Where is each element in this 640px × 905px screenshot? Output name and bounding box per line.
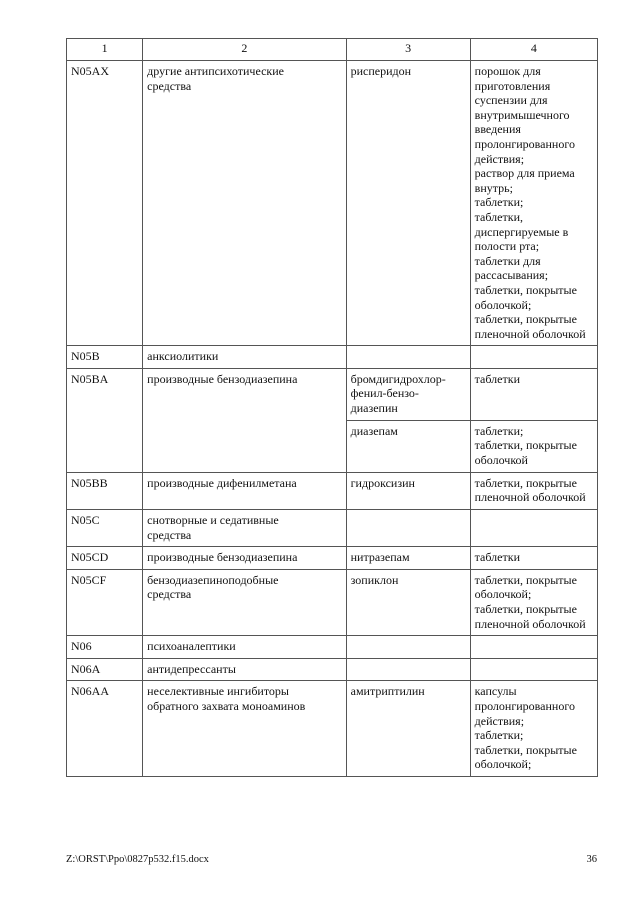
table-row — [67, 368, 598, 420]
text-line: средства — [147, 78, 192, 93]
dosage-forms — [470, 420, 597, 472]
text-line: бромдигидрохлор- — [350, 371, 446, 386]
atc-code: N06AA — [67, 681, 143, 777]
text-line: пролонгированного — [474, 136, 575, 151]
drug-name: амитриптилин — [346, 681, 470, 777]
dosage-forms — [470, 510, 597, 547]
table-row — [67, 472, 598, 509]
table-header-row — [67, 39, 598, 61]
text-line: таблетки; — [474, 728, 524, 743]
atc-code: N05CF — [67, 569, 143, 635]
drug-name: зопиклон — [346, 569, 470, 635]
text-line: пленочной оболочкой — [474, 326, 586, 341]
text-line: таблетки — [474, 550, 520, 565]
dosage-forms — [470, 61, 597, 346]
text-line: оболочкой; — [474, 297, 532, 312]
text-line: таблетки для — [474, 253, 541, 268]
column-header: 1 — [67, 39, 143, 61]
text-line: снотворные и седативные — [147, 513, 279, 528]
group-name — [143, 346, 346, 369]
table-row — [67, 658, 598, 681]
text-line: обратного захвата моноаминов — [147, 699, 306, 713]
text-line: фенил-бензо- — [350, 386, 419, 401]
text-line: рассасывания; — [474, 268, 549, 283]
text-line: таблетки, покрытые — [474, 312, 577, 327]
text-line: бензодиазепиноподобные — [147, 572, 279, 587]
text-line: введения — [474, 122, 521, 137]
drug-name: диазепам — [346, 420, 470, 472]
text-line: капсулы — [474, 684, 517, 699]
text-line: порошок для — [474, 64, 541, 78]
table-row — [67, 569, 598, 635]
text-line: внутрь; — [474, 180, 513, 195]
atc-code: N05CD — [67, 547, 143, 570]
text-line: оболочкой; — [474, 757, 532, 772]
table-row — [67, 636, 598, 659]
drug-name — [346, 658, 470, 681]
atc-code: N05AX — [67, 61, 143, 346]
text-line: другие антипсихотические — [147, 64, 284, 78]
text-line: таблетки, покрытые — [474, 602, 577, 617]
group-name — [143, 510, 346, 547]
text-line: антидепрессанты — [147, 661, 236, 676]
text-line: таблетки, покрытые — [474, 438, 577, 453]
column-header: 2 — [143, 39, 346, 61]
drug-name — [346, 636, 470, 659]
text-line: действия; — [474, 151, 525, 166]
text-line: приготовления — [474, 78, 551, 93]
group-name — [143, 61, 346, 346]
column-header: 3 — [346, 39, 470, 61]
table-row — [67, 510, 598, 547]
group-name — [143, 368, 346, 472]
text-line: анксиолитики — [147, 349, 219, 364]
atc-code: N05C — [67, 510, 143, 547]
group-name — [143, 681, 346, 777]
text-line: таблетки, покрытые — [474, 475, 577, 490]
text-line: неселективные ингибиторы — [147, 684, 289, 699]
atc-code: N05BB — [67, 472, 143, 509]
text-line: производные бензодиазепина — [147, 371, 298, 386]
drug-name: гидроксизин — [346, 472, 470, 509]
atc-code: N05BA — [67, 368, 143, 472]
dosage-forms — [470, 547, 597, 570]
drug-name — [346, 510, 470, 547]
text-line: суспензии для — [474, 93, 548, 108]
group-name — [143, 569, 346, 635]
dosage-forms — [470, 636, 597, 659]
text-line: таблетки; — [474, 423, 524, 438]
group-name — [143, 472, 346, 509]
text-line: таблетки, покрытые — [474, 282, 577, 297]
text-line: таблетки — [474, 371, 520, 386]
group-name — [143, 658, 346, 681]
drug-name: нитразепам — [346, 547, 470, 570]
text-line: пролонгированного — [474, 699, 575, 713]
dosage-forms — [470, 472, 597, 509]
text-line: средства — [147, 587, 192, 602]
atc-code: N06 — [67, 636, 143, 659]
table-row — [67, 547, 598, 570]
atc-code: N05B — [67, 346, 143, 369]
drug-name: рисперидон — [346, 61, 470, 346]
drug-name — [346, 346, 470, 369]
text-line: производные бензодиазепина — [147, 550, 298, 565]
column-header: 4 — [470, 39, 597, 61]
text-line: пленочной оболочкой — [474, 490, 586, 505]
text-line: оболочкой — [474, 453, 528, 468]
drug-name — [346, 368, 470, 420]
text-line: внутримышечного — [474, 107, 570, 122]
table-row — [67, 681, 598, 777]
text-line: полости рта; — [474, 239, 540, 254]
dosage-forms — [470, 368, 597, 420]
dosage-forms — [470, 346, 597, 369]
dosage-forms — [470, 681, 597, 777]
page-number: 36 — [586, 854, 597, 865]
text-line: таблетки; — [474, 195, 524, 210]
text-line: действия; — [474, 713, 525, 728]
group-name — [143, 547, 346, 570]
text-line: таблетки, покрытые — [474, 572, 577, 587]
dosage-forms — [470, 569, 597, 635]
text-line: диспергируемые в — [474, 224, 569, 239]
text-line: пленочной оболочкой — [474, 616, 586, 631]
dosage-forms — [470, 658, 597, 681]
atc-code: N06A — [67, 658, 143, 681]
text-line: средства — [147, 527, 192, 542]
text-line: психоаналептики — [147, 639, 236, 654]
text-line: раствор для приема — [474, 166, 575, 181]
text-line: таблетки, покрытые — [474, 742, 577, 757]
text-line: оболочкой; — [474, 587, 532, 602]
document-path: Z:\ORST\Ppo\0827p532.f15.docx — [66, 854, 209, 865]
text-line: диазепин — [350, 401, 398, 416]
text-line: таблетки, — [474, 209, 523, 224]
table-row — [67, 346, 598, 369]
group-name — [143, 636, 346, 659]
text-line: производные дифенилметана — [147, 475, 297, 490]
table-row — [67, 61, 598, 346]
medicines-table — [66, 38, 598, 777]
